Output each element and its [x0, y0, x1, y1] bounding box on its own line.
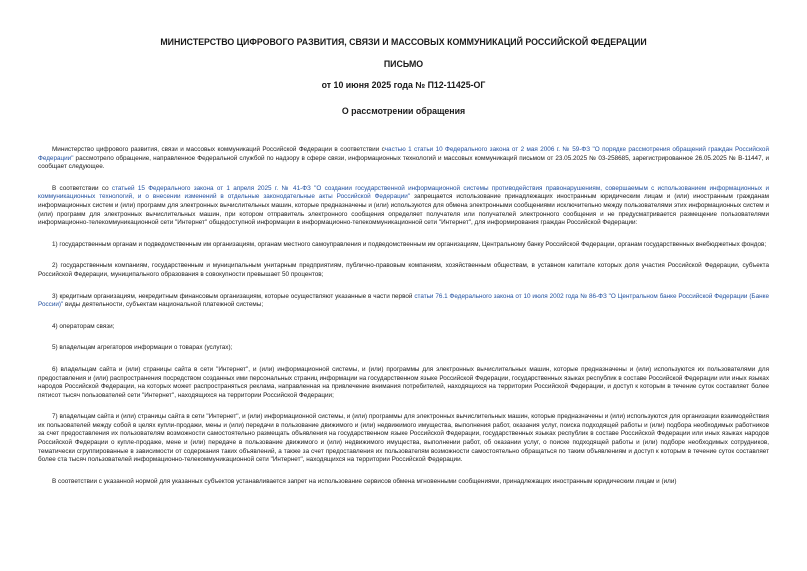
paragraph-text: рассмотрело обращение, направленное Федеральной службой по надзору в сфере связи, информационных технологий и массовых коммуникаций письмом от 23.05.2025 № 03-258685, зарегистрированное 26.05.2025 № В-11447, и сообщает следующее.: [38, 154, 769, 171]
list-item-5: 5) владельцам агрегаторов информации о товарах (услугах);: [52, 344, 233, 352]
paragraph-text: виды деятельности, субъектам национальной платежной системы;: [63, 301, 264, 309]
list-item-3: [38, 293, 769, 310]
list-item-6: 6) владельцам сайта и (или) страницы сайта в сети "Интернет", и (или) информационной системы, и (или) программы для электронных вычислительных машин, которые предназначены и (или) используются их пользователями для предоставления и (или) распространения посредством созданных ими персональных страниц информации на государственном языке Российской Федерации, государственных языках республик в составе Российской Федерации или иных языках народов Российской Федерации, на которых может распространяться реклама, направленная на привлечение внимания потребителей, находящихся на территории Российской Федерации, и доступ к которым в течение суток составляет более пятисот тысяч пользователей сети "Интернет", находящихся на территории Российской Федерации;: [38, 365, 769, 399]
paragraph-intro: [38, 146, 769, 172]
law-link-86fz[interactable]: статьи 76.1 Федерального закона от 10 июля 2002 года № 86-ФЗ "О Центральном банке Российской Федерации (Банке России)": [38, 292, 770, 309]
paragraph-text: запрещается использование принадлежащих иностранным юридическим лицам и (или) иностранным гражданам информационных систем и (или) программ для электронных вычислительных машин, которые предназначены и (или) используются для обмена электронными сообщениями исключительно между пользователями этих информационных систем и (или) программ для электронных вычислительных машин, при котором отправитель электронного сообщения определяет получателя или получателей электронного сообщения и не предусматривается размещение пользователями информационно-телекоммуникационной сети "Интернет" общедоступной информации в информационно-телекоммуникационной сети "Интернет", для информирования граждан Российской Федерации:: [38, 193, 770, 227]
paragraph-conclusion: В соответствии с указанной нормой для указанных субъектов устанавливается запрет на использование сервисов обмена мгновенными сообщениями, принадлежащих иностранным юридическим лицам и (или): [52, 477, 677, 485]
list-item-7: 7) владельцам сайта и (или) страницы сайта в сети "Интернет", и (или) информационной системы, и (или) программы для электронных вычислительных машин, которые предназначены и (или) используются для организации взаимодействия их пользователей между собой в целях купли-продажи, мены и (или) передачи в пользование движимого и (или) недвижимого имущества, выполнения работ, оказания услуг, поиска подходящей работы и (или) подбора необходимых работников за счет предоставления их пользователям возможности самостоятельно размещать объявления на государственном языке Российской Федерации, государственных языках республик в составе Российской Федерации или иных языках народов Российской Федерации о купле-продаже, мене и (или) передаче в пользование движимого и (или) недвижимого имущества, выполнении работ, об оказании услуг, о поиске подходящей работы и (или) подборе необходимых сотрудников, тематически сгруппированные в зависимости от содержания таких объявлений, а также за счет предоставления их пользователям возможности самостоятельно обращаться по таким объявлениям и доступ к которым в течение суток составляет более ста тысяч пользователей информационно-телекоммуникационной сети "Интернет", находящихся на территории Российской Федерации.: [38, 413, 769, 464]
document-type: ПИСЬМО: [383, 59, 424, 69]
paragraph-text: В соответствии со: [52, 184, 112, 192]
list-item-2: 2) государственным компаниям, государственным и муниципальным унитарным предприятиям, публично-правовым компаниям, хозяйственным обществам, в уставном капитале которых доля участия Российской Федерации, субъекта Российской Федерации, муниципального образования в совокупности превышает 50 процентов;: [38, 262, 769, 278]
list-item-4: 4) операторам связи;: [52, 322, 115, 330]
document-date-number: от 10 июня 2025 года № П12-11425-ОГ: [321, 80, 486, 90]
law-link-59fz[interactable]: частью 1 статьи 10 Федерального закона от 2 мая 2006 г. № 59-ФЗ "О порядке рассмотрения обращений граждан Российской Федерации": [38, 146, 769, 162]
list-item-1: 1) государственным органам и подведомственным им организациям, органам местного самоуправления и подведомственным им организациям, Центральному банку Российской Федерации, органам государственных внебюджетных фондов;: [52, 240, 767, 248]
paragraph-text: Министерство цифрового развития, связи и массовых коммуникаций Российской Федерации в соответствии с: [52, 146, 385, 153]
paragraph-legal-basis: [38, 185, 769, 228]
law-link-41fz[interactable]: статьей 15 Федерального закона от 1 апреля 2025 г. № 41-ФЗ "О создании государственной информационной системы противодействия правонарушениям, совершаемым с использованием информационных и коммуникационных технологий, и о внесении изменений в отдельные законодательные акты Российской Федерации": [38, 184, 769, 201]
document-body: [38, 146, 769, 499]
paragraph-text: 3) кредитным организациям, некредитным финансовым организациям, которые осуществляют указанные в части первой: [52, 292, 415, 300]
document-subject: О рассмотрении обращения: [341, 106, 466, 116]
issuing-organization: МИНИСТЕРСТВО ЦИФРОВОГО РАЗВИТИЯ, СВЯЗИ И МАССОВЫХ КОММУНИКАЦИЙ РОССИЙСКОЙ ФЕДЕРАЦИИ: [160, 37, 647, 47]
